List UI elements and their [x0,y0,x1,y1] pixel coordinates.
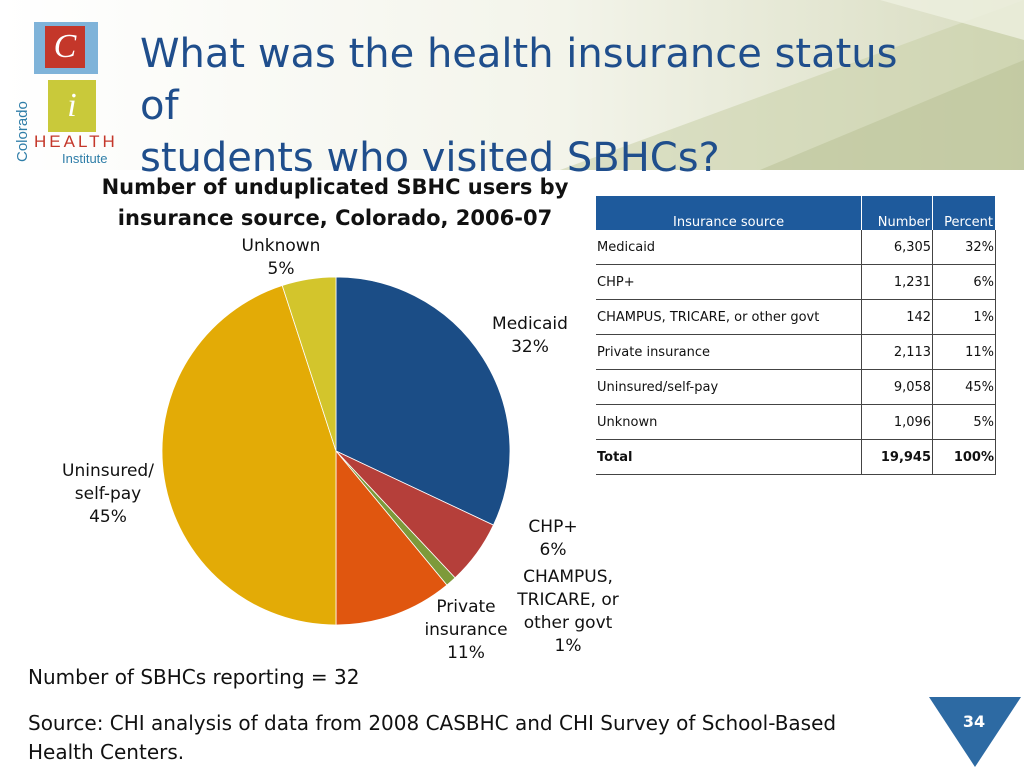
row-source: Private insurance [596,335,862,370]
insurance-table [596,196,996,475]
row-source: Unknown [596,405,862,440]
row-percent: 1% [933,300,996,335]
logo-institute-text: Institute [62,151,108,166]
table-row [596,335,996,370]
table-row [596,370,996,405]
header-insurance-source: Insurance source [596,196,862,230]
row-source: CHAMPUS, TRICARE, or other govt [596,300,862,335]
logo-c-letter: C [45,26,85,68]
page-number-badge [929,697,1021,767]
total-percent: 100% [933,440,996,475]
pie-label-unknown: Unknown 5% [241,236,321,279]
row-percent: 45% [933,370,996,405]
pie-label-medicaid: Medicaid 32% [492,314,568,357]
table-row [596,300,996,335]
table-row [596,265,996,300]
table-header-row [596,196,996,230]
slide-title-line1: What was the health insurance status of [140,31,898,129]
row-source: CHP+ [596,265,862,300]
chart-title-line2: insurance source, Colorado, 2006-07 [117,206,553,230]
chart-title-line1: Number of unduplicated SBHC users by [101,175,569,199]
table-row [596,405,996,440]
row-number: 2,113 [862,335,933,370]
row-percent: 11% [933,335,996,370]
total-label: Total [596,440,862,475]
pie-label-uninsured: Uninsured/ self-pay 45% [62,461,154,527]
slide-title-line2: students who visited SBHCs? [140,135,720,181]
row-number: 6,305 [862,230,933,265]
row-number: 1,231 [862,265,933,300]
logo-health-text: HEALTH [34,132,118,151]
table-row [596,230,996,265]
header-percent: Percent [933,196,996,230]
row-number: 142 [862,300,933,335]
row-percent: 5% [933,405,996,440]
page-number: 34 [962,712,986,731]
row-number: 9,058 [862,370,933,405]
row-source: Medicaid [596,230,862,265]
pie-label-private-insurance: Private insurance 11% [424,597,508,663]
header-number: Number [862,196,933,230]
row-number: 1,096 [862,405,933,440]
row-source: Uninsured/self-pay [596,370,862,405]
pie-label-champus: CHAMPUS, TRICARE, or other govt 1% [517,567,619,656]
sbhc-count-note: Number of SBHCs reporting = 32 [28,665,360,689]
logo-i-letter: i [48,80,96,132]
source-note: Source: CHI analysis of data from 2008 CASBHC and CHI Survey of School-Based Health Centers. [28,711,837,764]
pie-label-chp: CHP+ 6% [528,517,578,560]
row-percent: 32% [933,230,996,265]
table-total-row [596,440,996,475]
logo-colorado-text: Colorado [14,101,31,162]
total-number: 19,945 [862,440,933,475]
row-percent: 6% [933,265,996,300]
